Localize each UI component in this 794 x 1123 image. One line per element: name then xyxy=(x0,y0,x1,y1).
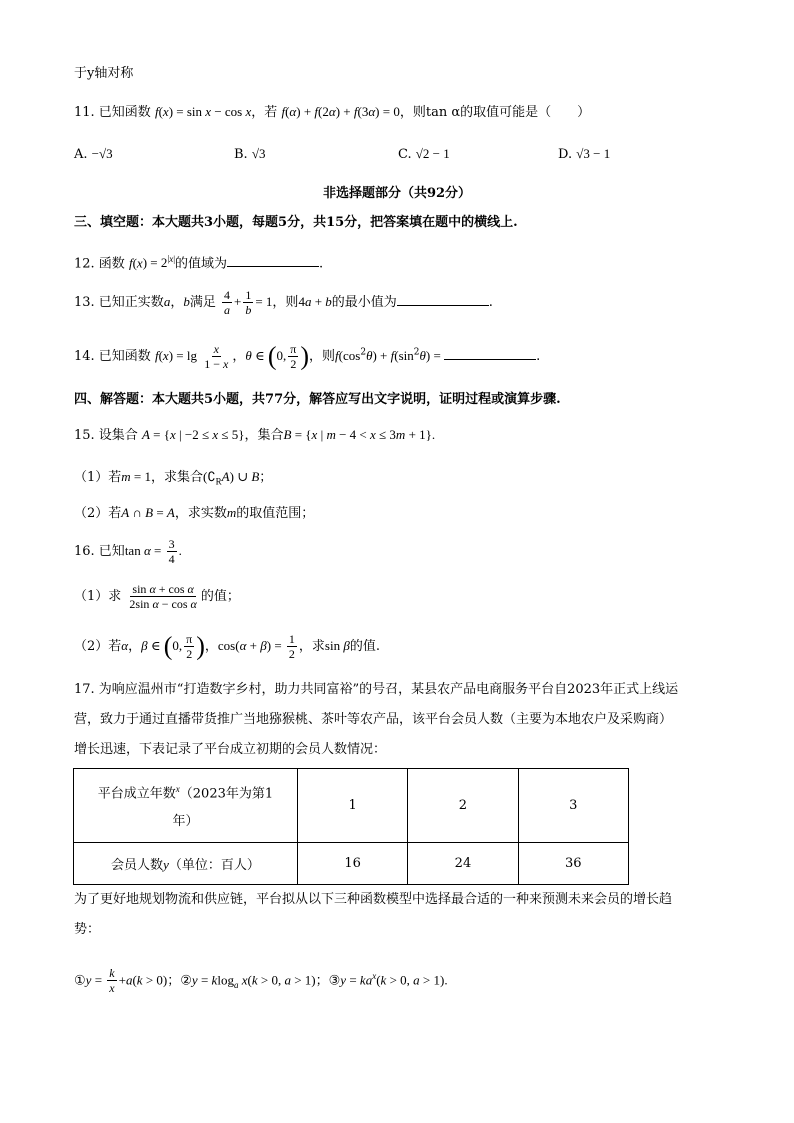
question-16-part-2: （2）若α，β ∈ (0, $\frac{\pi}{2}$ )，cos(α + β) = $\frac{1}{2}$ ，求sin β的值. xyxy=(74,631,380,661)
member-count-table xyxy=(73,768,629,885)
question-17-line-2: 营，致力于通过直播带货推广当地猕猴桃、茶叶等农产品，该平台会员人数（主要为本地农户及采购商） xyxy=(74,712,673,727)
q11-cond: ，若 xyxy=(251,105,278,120)
question-16-part-1: （1）求 $\frac{\text{sin α + cos α}}{\text{2sin α − cos α}}$ 的值； xyxy=(74,582,240,611)
table-row xyxy=(74,843,629,885)
table-header-years: 平台成立年数$^x$（2023年为第1 年） xyxy=(74,769,298,843)
q11-prefix: 11. 已知函数 xyxy=(74,105,151,120)
q13-answer-blank[interactable] xyxy=(397,291,489,306)
q11-option-c: C. √2 − 1 xyxy=(398,146,450,162)
q11-option-d: D. √3 − 1 xyxy=(558,146,611,162)
q14-answer-blank[interactable] xyxy=(444,345,536,360)
question-15-part-2: （2）若A ∩ B = A，求实数m的取值范围； xyxy=(74,505,315,521)
question-15: 15. 设集合 A = {x | −2 ≤ x ≤ 5}，集合B = {x | m − 4 < x ≤ 3m + 1}. xyxy=(74,427,436,443)
question-17-line-5: 势： xyxy=(74,922,101,937)
question-17-line-3: 增长迅速，下表记录了平台成立初期的会员人数情况： xyxy=(74,742,387,757)
q11-end: ，则tan α的取值可能是（ ） xyxy=(399,105,591,120)
q12-answer-blank[interactable] xyxy=(227,252,319,267)
section-4-heading: 四、解答题：本大题共5小题，共77分，解答应写出文字说明，证明过程或演算步骤. xyxy=(74,392,561,407)
question-13: 13. 已知正实数a，b满足 $\frac{4}{a}$ + $\frac{1}{b}$ = 1，则4a + b的最小值为 . xyxy=(74,288,493,317)
question-16: 16. 已知tan α = $\frac{3}{4}$ . xyxy=(74,537,182,566)
question-12: 12. 函数 $f(x) = 2^{|x|}$的值域为 . xyxy=(74,254,324,272)
table-cell: 36 xyxy=(518,843,628,885)
table-row xyxy=(74,769,629,843)
top-line: 于y轴对称 xyxy=(74,66,134,81)
section-3-heading: 三、填空题：本大题共3小题，每题5分，共15分，把答案填在题中的横线上. xyxy=(74,215,518,230)
q11-option-a: A. −√3 xyxy=(74,146,113,162)
question-15-part-1: （1）若m = 1，求集合$(∁_RA)$ ∪ B； xyxy=(74,469,273,487)
question-17-line-4: 为了更好地规划物流和供应链，平台拟从以下三种函数模型中选择最合适的一种来预测未来会员的增长趋 xyxy=(74,892,673,907)
q11-option-b: B. √3 xyxy=(234,146,266,162)
question-11: 11. 已知函数 f(x) = sin x − cos x，若 f(α) + f(2α) + f(3α) = 0，则tan α的取值可能是（ ） xyxy=(74,104,591,120)
table-cell: 16 xyxy=(297,843,407,885)
table-header-members: 会员人数y（单位：百人） xyxy=(74,843,298,885)
table-cell: 1 xyxy=(297,769,407,843)
question-17-models: ①y = $\frac{k}{x}$ +a(k > 0)；②y = klog$_a$ x(k > 0, a > 1)；③y = $ka^x(k > 0$, a > 1). xyxy=(74,966,448,996)
section-nonchoice: 非选择题部分（共92分） xyxy=(322,186,472,201)
table-cell: 2 xyxy=(408,769,518,843)
table-cell: 24 xyxy=(408,843,518,885)
question-14: 14. 已知函数 f(x) = lg $\frac{x}{1 - x}$ ，θ ∈ (0, $\frac{\pi}{2}$ )，则$f(\cos^2\theta) + f(\sin^2\theta)$ = . xyxy=(74,341,541,371)
table-cell: 3 xyxy=(518,769,628,843)
question-17-line-1: 17. 为响应温州市“打造数字乡村，助力共同富裕”的号召，某县农产品电商服务平台自2023年正式上线运 xyxy=(74,682,679,697)
